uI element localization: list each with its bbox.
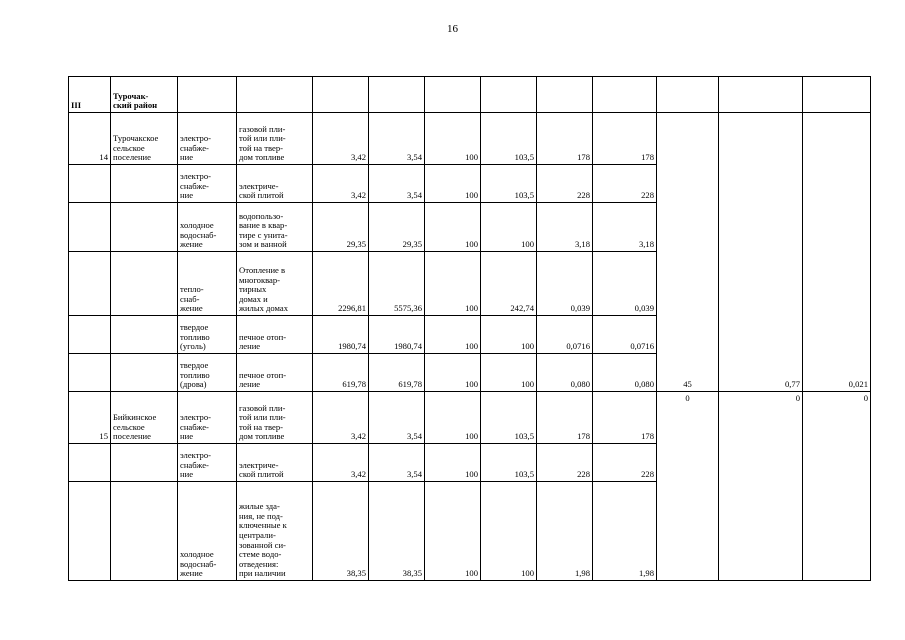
service-type: твердое топливо (дрова) [178, 354, 237, 392]
service-type: тепло- снаб- жение [178, 252, 237, 316]
value-v5: 0,0716 [537, 316, 593, 354]
value-v4: 100 [481, 316, 537, 354]
value-v1: 38,35 [313, 482, 369, 581]
group-value-c: 0 [803, 392, 871, 581]
value-v2: 619,78 [369, 354, 425, 392]
empty-cell [719, 77, 803, 113]
row-number [69, 354, 111, 392]
value-v2: 29,35 [369, 203, 425, 252]
value-v2: 3,54 [369, 392, 425, 444]
settlement-name [111, 354, 178, 392]
service-type: электро- снабже- ние [178, 113, 237, 165]
settlement-name [111, 203, 178, 252]
service-type: холодное водоснаб- жение [178, 482, 237, 581]
value-v4: 103,5 [481, 392, 537, 444]
table-row [69, 392, 871, 444]
settlement-name [111, 165, 178, 203]
value-v3: 100 [425, 252, 481, 316]
settlement-name [111, 482, 178, 581]
value-v4: 100 [481, 482, 537, 581]
value-v2: 38,35 [369, 482, 425, 581]
group-value-c: 0,021 [803, 113, 871, 392]
section-code: III [69, 77, 111, 113]
row-number [69, 444, 111, 482]
table-row [69, 113, 871, 165]
value-v1: 3,42 [313, 392, 369, 444]
service-description: Отопление в многоквар- тирных домах и жилых домах [237, 252, 313, 316]
empty-cell [803, 77, 871, 113]
service-description: газовой пли- той или пли- той на твер- дом топливе [237, 392, 313, 444]
value-v2: 5575,36 [369, 252, 425, 316]
empty-cell [537, 77, 593, 113]
service-description: электриче- ской плитой [237, 165, 313, 203]
service-type: электро- снабже- ние [178, 444, 237, 482]
value-v2: 3,54 [369, 444, 425, 482]
section-header-row [69, 77, 871, 113]
settlement-name [111, 316, 178, 354]
value-v3: 100 [425, 113, 481, 165]
value-v2: 1980,74 [369, 316, 425, 354]
value-v3: 100 [425, 392, 481, 444]
row-number [69, 482, 111, 581]
settlement-name: Турочакское сельское поселение [111, 113, 178, 165]
value-v5: 178 [537, 113, 593, 165]
value-v6: 0,039 [593, 252, 657, 316]
value-v3: 100 [425, 316, 481, 354]
value-v4: 100 [481, 203, 537, 252]
value-v5: 0,080 [537, 354, 593, 392]
value-v1: 3,42 [313, 165, 369, 203]
value-v6: 178 [593, 113, 657, 165]
value-v6: 0,0716 [593, 316, 657, 354]
service-type: твердое топливо (уголь) [178, 316, 237, 354]
service-type: холодное водоснаб- жение [178, 203, 237, 252]
empty-cell [313, 77, 369, 113]
value-v5: 1,98 [537, 482, 593, 581]
value-v6: 228 [593, 444, 657, 482]
service-description: жилые зда- ния, не под- ключенные к централи- зованной си- стеме водо- отведения: при наличии [237, 482, 313, 581]
section-title: Турочак- ский район [111, 77, 178, 113]
service-description: печное отоп- ление [237, 354, 313, 392]
empty-cell [425, 77, 481, 113]
group-value-a: 0 [657, 392, 719, 581]
value-v3: 100 [425, 165, 481, 203]
value-v6: 1,98 [593, 482, 657, 581]
tariff-table [68, 76, 871, 581]
value-v6: 228 [593, 165, 657, 203]
empty-cell [657, 77, 719, 113]
value-v5: 228 [537, 165, 593, 203]
value-v5: 3,18 [537, 203, 593, 252]
empty-cell [237, 77, 313, 113]
value-v4: 103,5 [481, 165, 537, 203]
row-number [69, 316, 111, 354]
value-v1: 1980,74 [313, 316, 369, 354]
service-type: электро- снабже- ние [178, 165, 237, 203]
row-number [69, 203, 111, 252]
value-v6: 178 [593, 392, 657, 444]
group-value-b: 0,77 [719, 113, 803, 392]
empty-cell [369, 77, 425, 113]
value-v1: 3,42 [313, 444, 369, 482]
service-description: печное отоп- ление [237, 316, 313, 354]
empty-cell [481, 77, 537, 113]
value-v3: 100 [425, 354, 481, 392]
settlement-name: Бийкинское сельское поселение [111, 392, 178, 444]
value-v4: 242,74 [481, 252, 537, 316]
value-v3: 100 [425, 482, 481, 581]
service-description: водопользо- вание в квар- тире с унита- зом и ванной [237, 203, 313, 252]
row-number: 15 [69, 392, 111, 444]
service-description: газовой пли- той или пли- той на твер- дом топливе [237, 113, 313, 165]
service-description: электриче- ской плитой [237, 444, 313, 482]
settlement-name [111, 252, 178, 316]
value-v5: 178 [537, 392, 593, 444]
value-v2: 3,54 [369, 113, 425, 165]
group-value-a: 45 [657, 113, 719, 392]
value-v3: 100 [425, 444, 481, 482]
empty-cell [593, 77, 657, 113]
value-v1: 3,42 [313, 113, 369, 165]
row-number: 14 [69, 113, 111, 165]
value-v3: 100 [425, 203, 481, 252]
value-v1: 29,35 [313, 203, 369, 252]
group-value-b: 0 [719, 392, 803, 581]
value-v4: 103,5 [481, 444, 537, 482]
value-v2: 3,54 [369, 165, 425, 203]
service-type: электро- снабже- ние [178, 392, 237, 444]
value-v5: 0,039 [537, 252, 593, 316]
value-v5: 228 [537, 444, 593, 482]
page-number: 16 [447, 23, 458, 35]
empty-cell [178, 77, 237, 113]
value-v6: 0,080 [593, 354, 657, 392]
settlement-name [111, 444, 178, 482]
row-number [69, 165, 111, 203]
value-v1: 2296,81 [313, 252, 369, 316]
row-number [69, 252, 111, 316]
value-v4: 103,5 [481, 113, 537, 165]
value-v1: 619,78 [313, 354, 369, 392]
value-v4: 100 [481, 354, 537, 392]
value-v6: 3,18 [593, 203, 657, 252]
